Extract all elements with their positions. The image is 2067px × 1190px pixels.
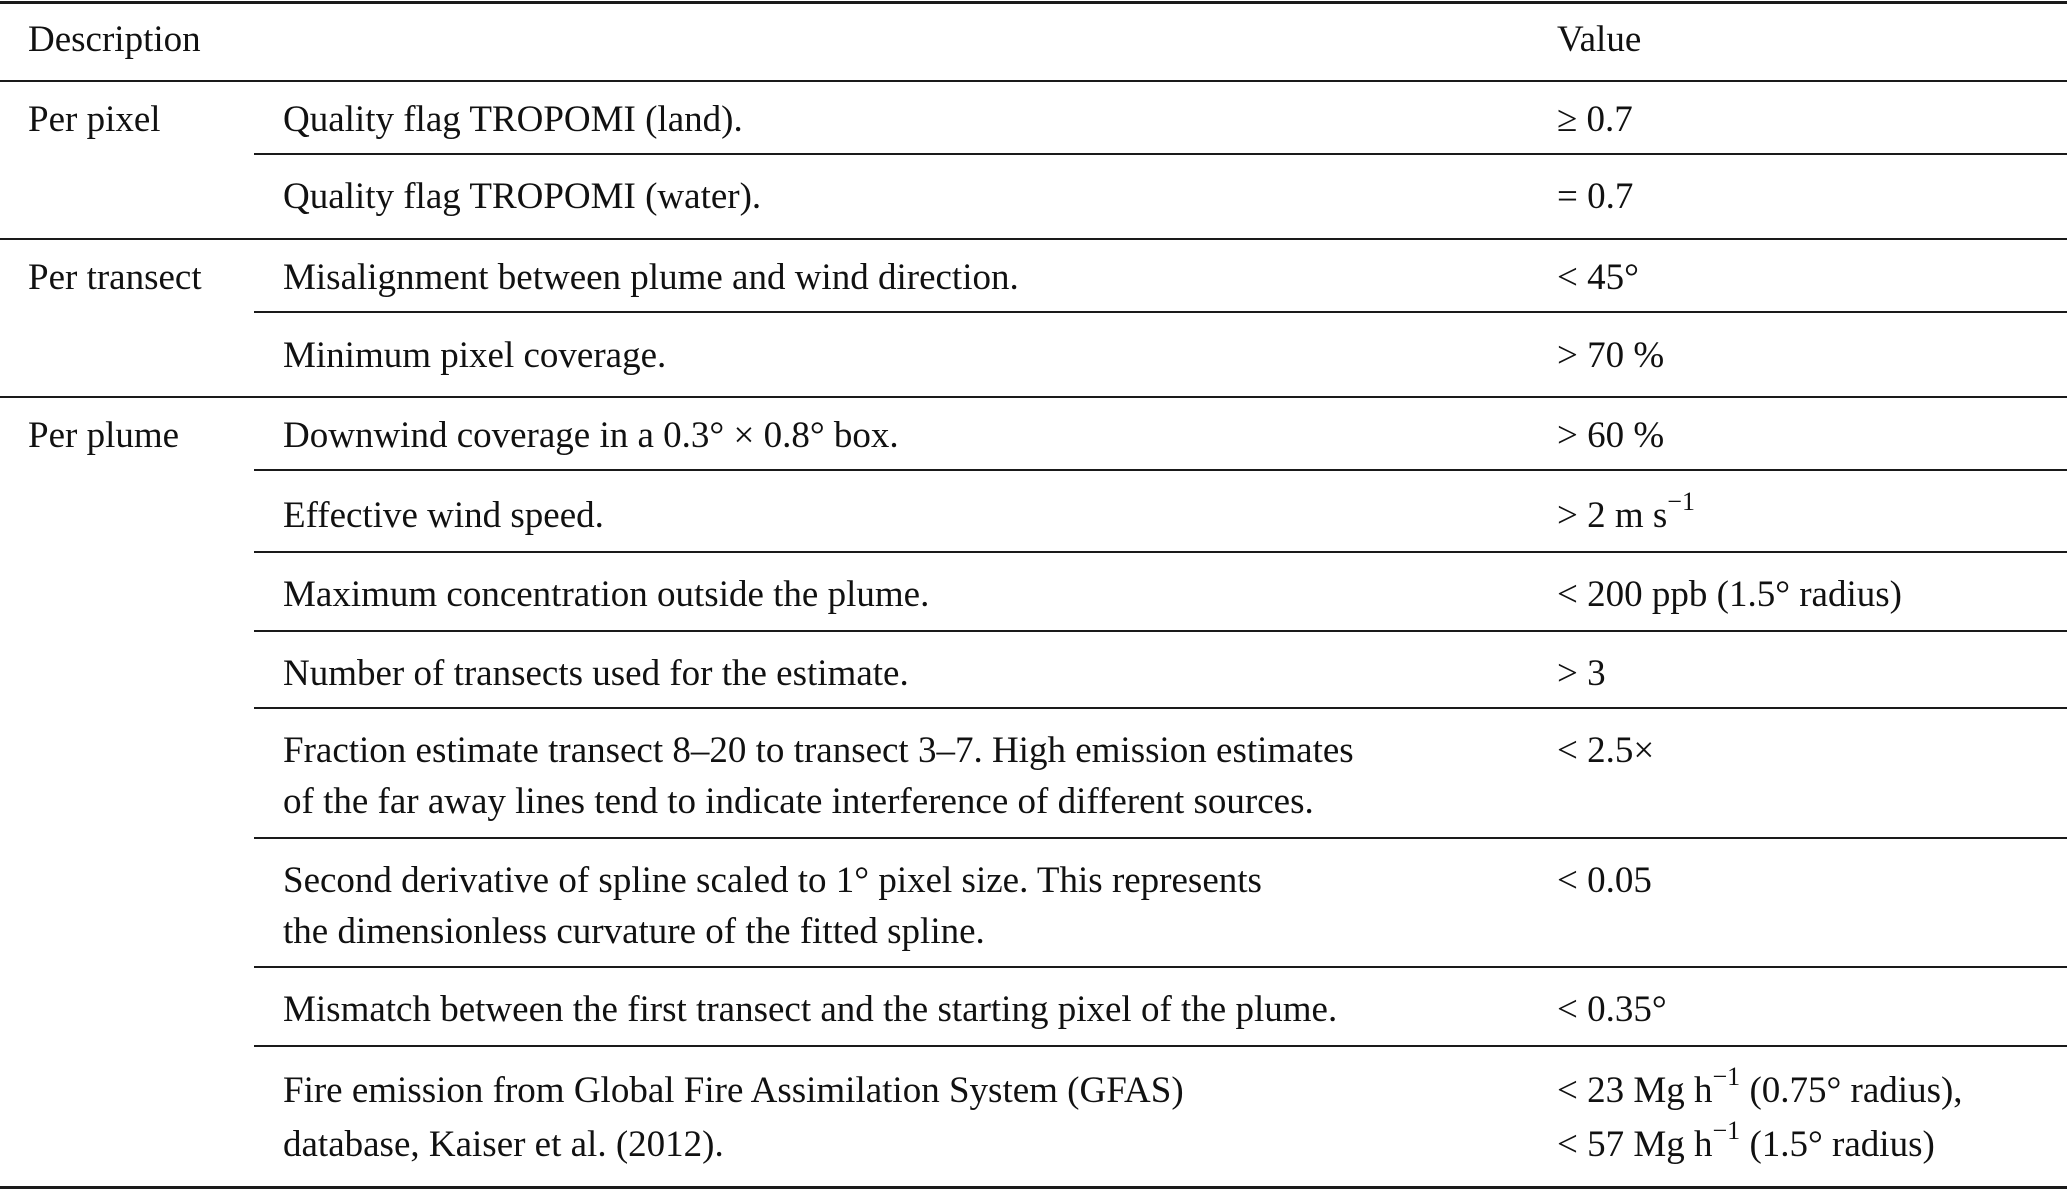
table-bottom-rule	[0, 1186, 2067, 1189]
row-description: Quality flag TROPOMI (land).	[283, 99, 743, 140]
row-description-line-1: Fire emission from Global Fire Assimilation System (GFAS)	[283, 1070, 1184, 1111]
row-description: Mismatch between the first transect and the starting pixel of the plume.	[283, 989, 1338, 1030]
row-description: Downwind coverage in a 0.3° × 0.8° box.	[283, 415, 899, 456]
row-divider	[254, 469, 2067, 471]
group-divider	[0, 238, 2067, 240]
row-value	[1557, 486, 1695, 541]
row-description: Misalignment between plume and wind direction.	[283, 257, 1019, 298]
row-value: < 2.5×	[1557, 730, 1655, 771]
row-value-line-1	[1557, 1061, 1963, 1116]
row-divider	[254, 837, 2067, 839]
row-value: = 0.7	[1557, 176, 1634, 217]
table-top-rule	[0, 1, 2067, 4]
value-exponent: −1	[1667, 486, 1695, 516]
row-divider	[254, 966, 2067, 968]
row-divider	[254, 551, 2067, 553]
row-description: Quality flag TROPOMI (water).	[283, 176, 762, 217]
row-divider	[254, 311, 2067, 313]
row-value: < 200 ppb (1.5° radius)	[1557, 574, 1902, 615]
value-main: < 57 Mg h	[1557, 1124, 1713, 1165]
group-label-per-plume: Per plume	[28, 415, 180, 456]
row-value: < 0.35°	[1557, 989, 1667, 1030]
row-description: Maximum concentration outside the plume.	[283, 574, 930, 615]
row-divider	[254, 153, 2067, 155]
row-divider	[254, 707, 2067, 709]
row-description-line-2: of the far away lines tend to indicate interference of different sources.	[283, 781, 1314, 822]
value-rest: (1.5° radius)	[1740, 1124, 1935, 1165]
row-description: Number of transects used for the estimate.	[283, 653, 909, 694]
row-value: > 60 %	[1557, 415, 1665, 456]
row-description: Effective wind speed.	[283, 495, 604, 536]
value-main: > 2 m s	[1557, 495, 1668, 536]
group-divider	[0, 396, 2067, 398]
group-label-per-transect: Per transect	[28, 257, 202, 298]
value-exponent: −1	[1712, 1061, 1741, 1091]
row-value: < 0.05	[1557, 860, 1652, 901]
header-rule	[0, 80, 2067, 82]
row-description-line-2: database, Kaiser et al. (2012).	[283, 1124, 724, 1165]
group-label-per-pixel: Per pixel	[28, 99, 161, 140]
row-value: < 45°	[1557, 257, 1639, 298]
value-rest: (0.75° radius),	[1740, 1070, 1963, 1111]
row-divider	[254, 630, 2067, 632]
row-description: Minimum pixel coverage.	[283, 335, 667, 376]
header-value: Value	[1557, 19, 1642, 60]
row-value: > 70 %	[1557, 335, 1665, 376]
row-divider	[254, 1045, 2067, 1047]
value-exponent: −1	[1712, 1115, 1741, 1145]
row-description-line-1: Fraction estimate transect 8–20 to transect 3–7. High emission estimates	[283, 730, 1354, 771]
row-value: ≥ 0.7	[1557, 99, 1633, 140]
row-description-line-1: Second derivative of spline scaled to 1° pixel size. This represents	[283, 860, 1262, 901]
row-value-line-2	[1557, 1115, 1935, 1170]
header-description: Description	[28, 19, 201, 60]
row-value: > 3	[1557, 653, 1606, 694]
row-description-line-2: the dimensionless curvature of the fitted spline.	[283, 911, 985, 952]
value-main: < 23 Mg h	[1557, 1070, 1713, 1111]
